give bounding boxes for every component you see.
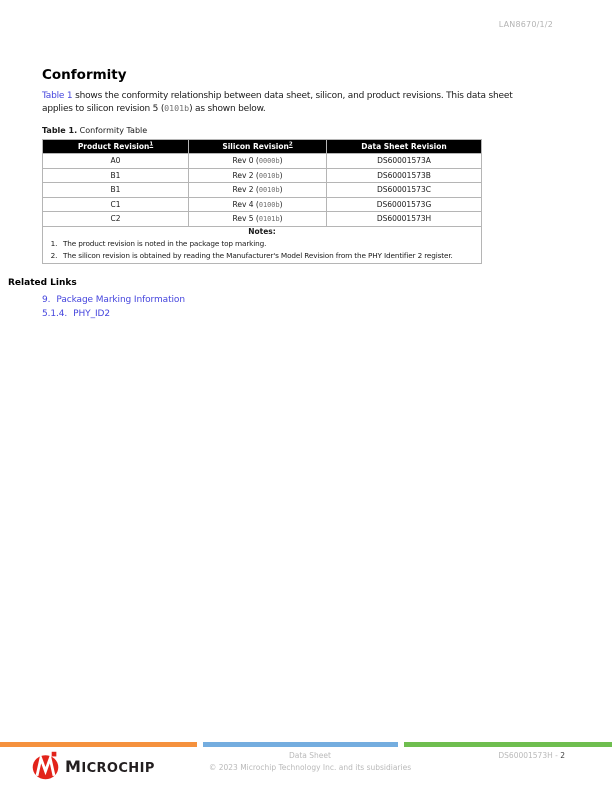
silicon-rev-text: ) [279,214,283,224]
cell-product-revision: C2 [43,212,189,227]
table-row [43,183,482,198]
silicon-rev-text: Rev 2 ( [232,170,259,180]
footer-bar-orange [0,742,197,747]
table-row [43,197,482,212]
column-label: Silicon Revision [222,142,289,151]
cell-datasheet-revision: DS60001573G [327,197,482,212]
silicon-rev-text: ) [279,170,283,180]
table-row [43,168,482,183]
footnote-ref-2[interactable]: 2 [288,141,293,148]
table-notes [43,226,482,263]
table-notes-row [43,226,482,263]
related-link-package-marking[interactable] [42,293,185,307]
microchip-logo [30,751,155,782]
microchip-wordmark: MICROCHIP [65,757,155,776]
footer-copyright: © 2023 Microchip Technology Inc. and its subsidiaries [208,762,412,772]
note-number: 1. [50,238,58,248]
cell-datasheet-revision: DS60001573H [327,212,482,227]
note-text: The product revision is noted in the package top marking. [63,238,267,248]
cell-datasheet-revision: DS60001573A [327,154,482,169]
paragraph-text-3: ) as shown below. [189,103,266,114]
footer-bar-blue [203,742,398,747]
note-number: 2. [50,251,58,260]
cell-product-revision: B1 [43,168,189,183]
related-link-label: Package Marking Information [56,295,185,305]
column-label: Data Sheet Revision [361,142,447,151]
paragraph-text-2: applies to silicon revision 5 ( [42,103,165,114]
paragraph-line-1 [42,91,587,103]
cell-product-revision: C1 [43,197,189,212]
cell-datasheet-revision: DS60001573C [327,183,482,198]
cell-silicon-revision [189,212,327,227]
paragraph-line-2 [42,103,587,116]
header-doc-id: LAN8670/1/2 [498,20,553,29]
table-caption [42,126,147,135]
cell-silicon-revision [189,183,327,198]
silicon-rev-binary: 0101b [258,215,280,224]
notes-label: Notes: [248,226,276,236]
note-text: The silicon revision is obtained by reading the Manufacturer's Model Revision from the PHY Identifier 2 register. [63,251,453,260]
footer-accent-bar [0,742,612,747]
cell-silicon-revision [189,154,327,169]
column-label: Product Revision [77,142,150,151]
silicon-rev-binary: 0100b [258,200,280,209]
cell-datasheet-revision: DS60001573B [327,168,482,183]
footer-doc-ref: DS60001573H - [498,751,561,760]
related-link-phy-id2[interactable] [42,307,185,321]
table-row [43,154,482,169]
silicon-rev-binary: 0010b [258,171,280,180]
cell-product-revision: A0 [43,154,189,169]
cell-product-revision: B1 [43,183,189,198]
related-link-number: 9. [42,295,51,305]
microchip-logo-icon [30,751,61,782]
table-1-link[interactable]: Table 1 [42,91,73,101]
column-header-silicon-revision [189,140,327,154]
silicon-rev-binary: 0000b [258,157,280,166]
related-link-label: PHY_ID2 [73,309,110,319]
conformity-table [42,139,481,264]
silicon-rev-text: Rev 0 ( [232,156,259,166]
silicon-rev-text: ) [279,185,283,195]
footer-doc-type: Data Sheet [289,751,331,760]
footer-center-text [156,750,464,773]
note-item [45,238,479,251]
footer-bar-green [404,742,612,747]
column-header-datasheet-revision [327,140,482,154]
column-header-product-revision [43,140,189,154]
silicon-rev-text: Rev 4 ( [232,199,259,209]
footnote-ref-1[interactable]: 1 [149,141,154,148]
cell-silicon-revision [189,197,327,212]
silicon-revision-code: 0101b [164,102,190,113]
related-links-title: Related Links [8,278,77,288]
related-link-number: 5.1.4. [42,309,68,319]
intro-paragraph [42,91,587,115]
silicon-rev-text: ) [279,156,283,166]
table-caption-title: Conformity Table [79,126,148,135]
silicon-rev-binary: 0010b [258,186,280,195]
table-header-row [43,140,482,154]
footer-page-ref [498,751,565,760]
silicon-rev-text: Rev 5 ( [232,214,259,224]
table-row [43,212,482,227]
silicon-rev-text: ) [279,199,283,209]
footer-page-number: 2 [560,751,565,760]
note-item [45,250,479,263]
related-links-section [8,278,185,321]
table-caption-label: Table 1. [42,126,78,135]
paragraph-text-1: shows the conformity relationship between data sheet, silicon, and product revisions. This data sheet [72,91,513,101]
silicon-rev-text: Rev 2 ( [232,185,259,195]
cell-silicon-revision [189,168,327,183]
section-title: Conformity [42,67,127,83]
